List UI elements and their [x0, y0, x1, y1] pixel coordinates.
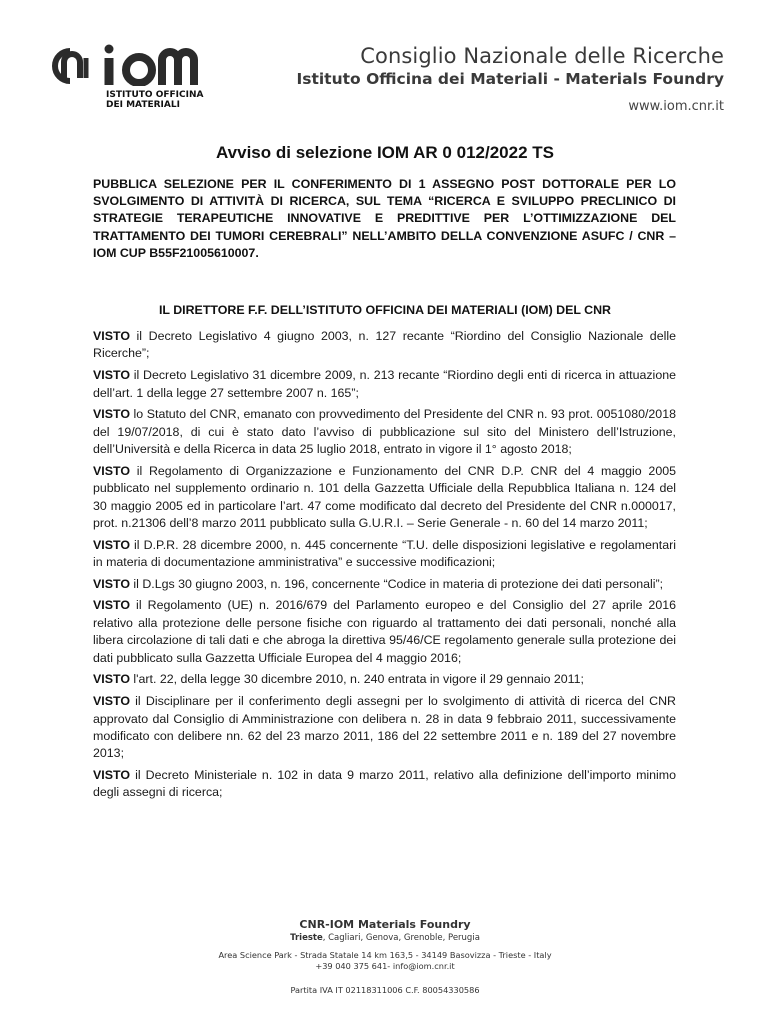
website-link[interactable]: www.iom.cnr.it — [628, 99, 724, 114]
clause-item — [93, 367, 676, 402]
document-title: Avviso di selezione IOM AR 0 012/2022 TS — [216, 143, 554, 162]
clause-text: il Regolamento (UE) n. 2016/679 del Parlamento europeo e del Consiglio del 27 aprile 2016 relativo alla protezione delle persone fisiche con riguardo al trattamento dei dati personali, nonché alla libera circolazione di tali dati e che abroga la direttiva 95/46/CE regolamento generale sulla protezione dei dati pubblicato sulla Gazzetta Ufficiale Europea del 4 maggio 2016; — [93, 598, 676, 665]
clause-text: il Disciplinare per il conferimento degli assegni per lo svolgimento di attività di ricerca del CNR approvato dal Consiglio di Amministrazione con delibera n. 28 in data 9 febbraio 2011, successivamente modificato con delibere nn. 62 del 23 marzo 2011, 186 del 22 settembre 2011 e n. 189 del 27 novembre 2013; — [93, 694, 676, 761]
clause-text: il D.Lgs 30 giugno 2003, n. 196, concernente “Codice in materia di protezione dei dati personali”; — [129, 576, 664, 591]
document-subject: PUBBLICA SELEZIONE PER IL CONFERIMENTO DI 1 ASSEGNO POST DOTTORALE PER LO SVOLGIMENTO DI ATTIVITÀ DI RICERCA, SUL TEMA “RICERCA E SVILUPPO PRECLINICO DI STRATEGIE TERAPEUTICHE INNOVATIVE E PREDITTIVE PER L’OTTIMIZZAZIONE DEL TRATTAMENTO DEI TUMORI CEREBRALI” NELL’AMBITO DELLA CONVENZIONE ASUFC / CNR –IOM CUP B55F21005610007. — [93, 177, 676, 260]
iom-wordmark-icon — [102, 44, 252, 86]
clause-keyword: VISTO — [93, 537, 130, 552]
clause-text: lo Statuto del CNR, emanato con provvedimento del Presidente del CNR n. 93 prot. 0051080/2018 del 19/07/2018, di cui è stato dato l’avviso di pubblicazione sul sito del Ministero dell’Istruzione, dell’Università e della Ricerca in data 25 luglio 2018, entrato in vigore il 1° agosto 2018; — [93, 407, 676, 457]
clause-text: il Decreto Ministeriale n. 102 in data 9 marzo 2011, relativo alla definizione dell’importo minimo degli assegni di ricerca; — [93, 768, 676, 800]
clause-item — [93, 767, 676, 802]
footer-tax-info: Partita IVA IT 02118311006 C.F. 80054330586 — [290, 985, 480, 995]
page-footer — [0, 918, 770, 996]
org-name: Consiglio Nazionale delle Ricerche — [360, 44, 724, 68]
clause-item — [93, 576, 676, 593]
footer-cities-other: , Cagliari, Genova, Grenoble, Perugia — [322, 933, 480, 943]
clause-item — [93, 328, 676, 363]
footer-contact[interactable]: +39 040 375 641- info@iom.cnr.it — [315, 961, 455, 971]
clause-keyword: VISTO — [93, 768, 130, 783]
clause-keyword: VISTO — [93, 598, 130, 613]
clause-item — [93, 597, 676, 667]
footer-address: Area Science Park - Strada Statale 14 km 163,5 - 34149 Basovizza - Trieste - Italy — [218, 950, 552, 960]
clause-item — [93, 406, 676, 458]
clause-text: il Decreto Legislativo 31 dicembre 2009, n. 213 recante “Riordino degli enti di ricerca in attuazione dell’art. 1 della legge 27 settembre 2007 n. 165”; — [93, 368, 676, 400]
clause-keyword: VISTO — [93, 672, 130, 687]
clause-text: l'art. 22, della legge 30 dicembre 2010, n. 240 entrata in vigore il 29 gennaio 2011; — [129, 672, 584, 687]
clause-item — [93, 671, 676, 688]
clause-text: il D.P.R. 28 dicembre 2000, n. 445 concernente “T.U. delle disposizioni legislative e regolamentari in materia di documentazione amministrativa” e successive modificazioni; — [93, 537, 676, 570]
clause-item — [93, 693, 676, 763]
clause-keyword: VISTO — [93, 463, 130, 478]
clause-keyword: VISTO — [93, 407, 130, 422]
clauses-list — [93, 328, 676, 806]
clause-text: il Regolamento di Organizzazione e Funzionamento del CNR D.P. CNR del 4 maggio 2005 pubblicato nel supplemento ordinario n. 101 della Gazzetta Ufficiale della Repubblica Italiana n. 124 del 30 maggio 2005 ed in particolare l’art. 47 come modificato dal decreto del Presidente del CNR n.000017, prot. n.21306 dell’8 marzo 2011 pubblicato sulla G.U.R.I. – Serie Generale - n. 60 del 14 marzo 2011; — [93, 463, 676, 530]
iom-logo — [44, 44, 244, 114]
clause-keyword: VISTO — [93, 368, 130, 383]
clause-text: il Decreto Legislativo 4 giugno 2003, n. 127 recante “Riordino del Consiglio Nazionale delle Ricerche”; — [93, 329, 676, 361]
footer-name: CNR-IOM Materials Foundry — [299, 918, 471, 931]
organization-header — [296, 44, 724, 116]
clause-item — [93, 537, 676, 572]
clause-item — [93, 463, 676, 533]
institute-name: Istituto Officina dei Materiali - Materials Foundry — [296, 70, 724, 88]
director-heading: IL DIRETTORE F.F. DELL’ISTITUTO OFFICINA DEI MATERIALI (IOM) DEL CNR — [158, 303, 612, 317]
footer-cities — [0, 932, 770, 944]
clause-keyword: VISTO — [93, 576, 130, 591]
logo-subtitle: ISTITUTO OFFICINA DEI MATERIALI — [106, 90, 204, 110]
footer-city-main: Trieste — [290, 933, 323, 943]
clause-keyword: VISTO — [93, 694, 130, 709]
clause-keyword: VISTO — [93, 329, 130, 343]
cnr-logo-icon — [44, 48, 96, 84]
